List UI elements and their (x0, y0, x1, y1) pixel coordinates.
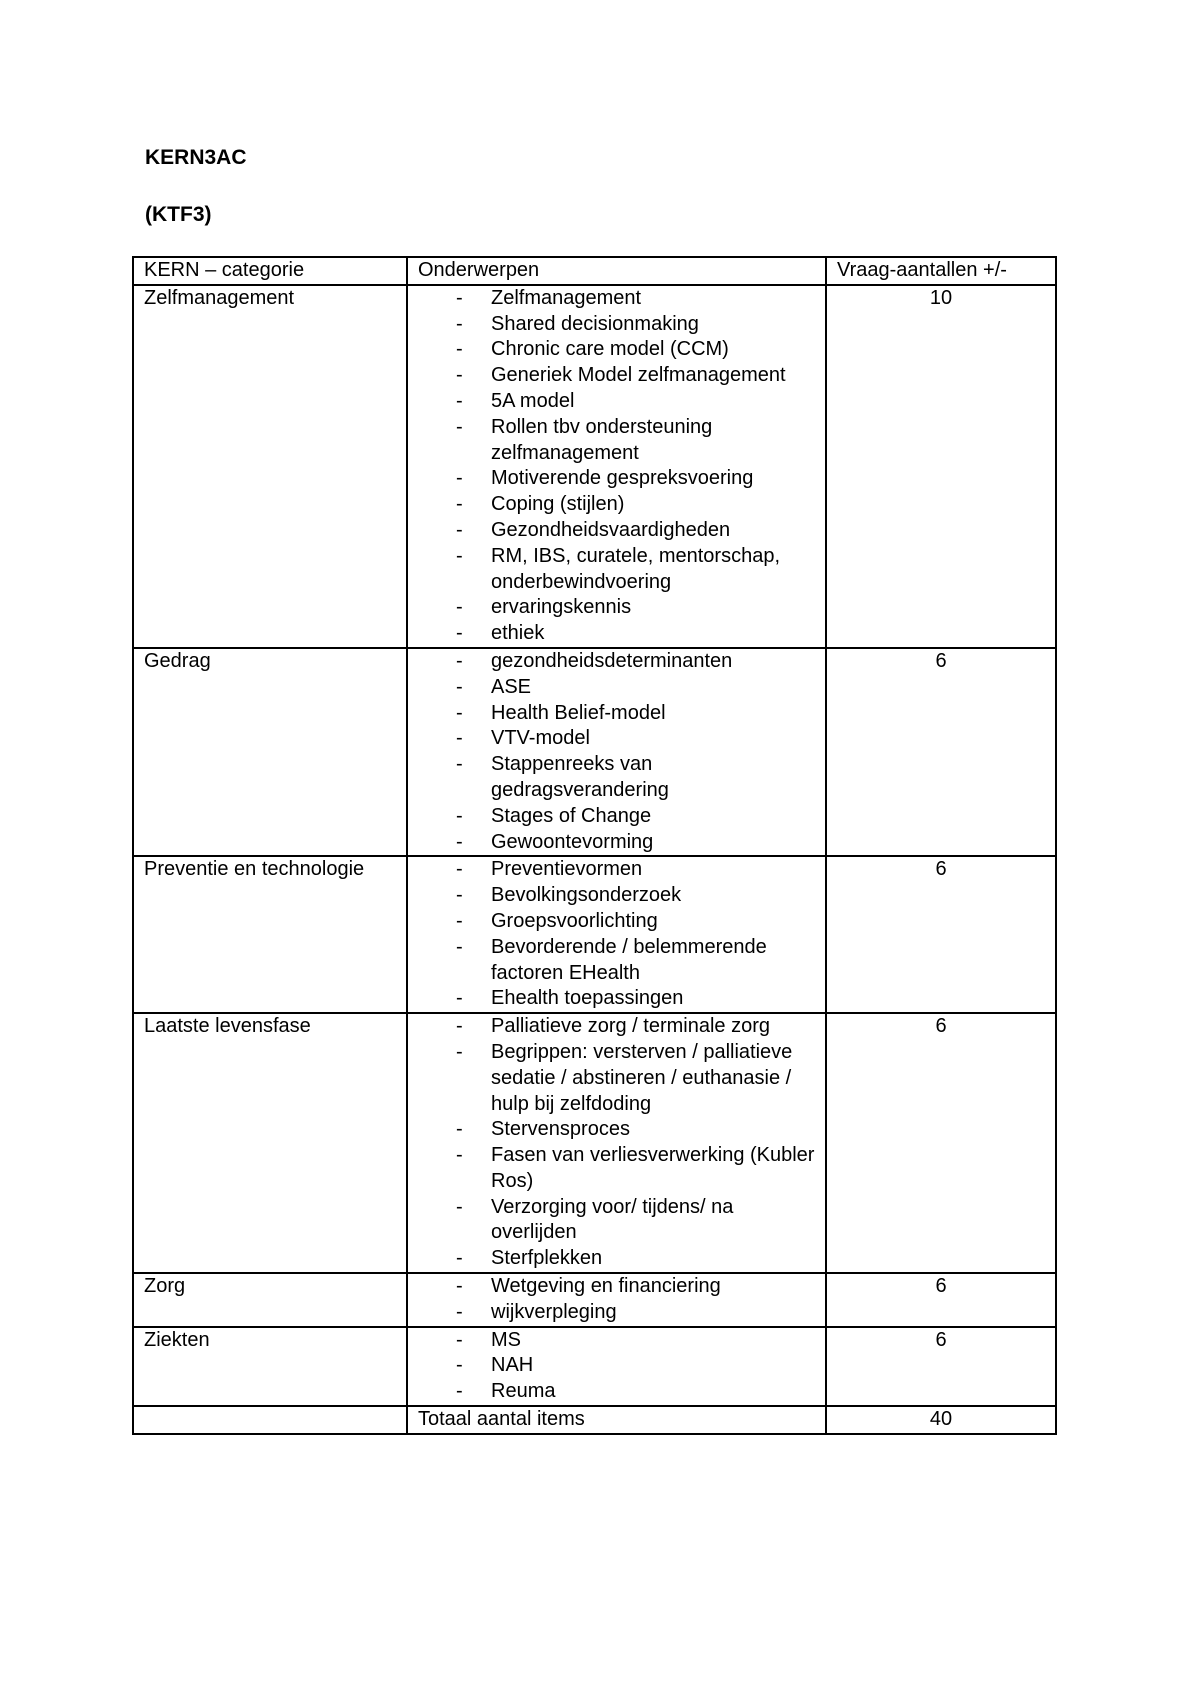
topic-text: Generiek Model zelfmanagement (491, 364, 786, 387)
header-count: Vraag-aantallen +/- (826, 257, 1056, 285)
topics-cell (407, 1013, 826, 1273)
topic-text: Sterfplekken (491, 1247, 603, 1270)
list-item (418, 621, 815, 647)
bullet-dash: - (456, 622, 463, 645)
bullet-dash: - (456, 1354, 463, 1377)
bullet-dash: - (456, 312, 463, 335)
list-item (418, 675, 815, 701)
list-item (418, 1117, 815, 1143)
list-item (418, 1274, 815, 1300)
list-item (418, 1353, 815, 1379)
topic-text: ASE (491, 675, 532, 698)
total-empty-cell (133, 1406, 407, 1434)
topic-text: NAH (491, 1354, 534, 1377)
topic-text: Stappenreeks van gedragsverandering (491, 753, 669, 801)
topic-text: Shared decisionmaking (491, 312, 699, 335)
count-cell: 6 (826, 856, 1056, 1013)
list-item (418, 986, 815, 1012)
topic-text: Gewoontevorming (491, 830, 654, 853)
topic-text: Stervensproces (491, 1118, 630, 1141)
topics-cell (407, 648, 826, 856)
topic-text: Coping (stijlen) (491, 493, 625, 516)
total-row (133, 1406, 1056, 1434)
topic-list (418, 286, 815, 647)
total-label: Totaal aantal items (407, 1406, 826, 1434)
bullet-dash: - (456, 858, 463, 881)
list-item (418, 1143, 815, 1195)
topic-text: MS (491, 1328, 521, 1351)
topics-cell (407, 285, 826, 648)
bullet-dash: - (456, 1380, 463, 1403)
table-row (133, 856, 1056, 1013)
topics-cell (407, 1327, 826, 1406)
category-cell: Zelfmanagement (133, 285, 407, 648)
table-body (133, 285, 1056, 1406)
list-item (418, 466, 815, 492)
bullet-dash: - (456, 649, 463, 672)
count-cell: 6 (826, 1327, 1056, 1406)
list-item (418, 804, 815, 830)
topic-text: Gezondheidsvaardigheden (491, 518, 731, 541)
bullet-dash: - (456, 1247, 463, 1270)
topic-text: Rollen tbv ondersteuning zelfmanagement (491, 415, 713, 464)
topic-text: Groepsvoorlichting (491, 909, 658, 932)
list-item (418, 363, 815, 389)
bullet-dash: - (456, 804, 463, 827)
list-item (418, 389, 815, 415)
topic-list (418, 1014, 815, 1272)
list-item (418, 830, 815, 856)
list-item (418, 337, 815, 363)
list-item (418, 1246, 815, 1272)
bullet-dash: - (456, 544, 463, 567)
topic-list (418, 857, 815, 1012)
table-row (133, 1013, 1056, 1273)
list-item (418, 1014, 815, 1040)
list-item (418, 883, 815, 909)
topic-text: wijkverpleging (491, 1300, 617, 1323)
list-item (418, 595, 815, 621)
bullet-dash: - (456, 364, 463, 387)
list-item (418, 544, 815, 596)
table-row (133, 648, 1056, 856)
topic-text: Bevorderende / belemmerende factoren EHealth (491, 935, 767, 984)
count-cell: 6 (826, 1273, 1056, 1327)
document-title: KERN3AC (145, 146, 247, 169)
category-cell: Preventie en technologie (133, 856, 407, 1013)
topic-text: Fasen van verliesverwerking (Kubler Ros) (491, 1144, 815, 1192)
topic-text: Motiverende gespreksvoering (491, 467, 754, 490)
topic-text: Palliatieve zorg / terminale zorg (491, 1015, 771, 1038)
category-cell: Zorg (133, 1273, 407, 1327)
topic-text: ervaringskennis (491, 596, 632, 619)
category-cell: Gedrag (133, 648, 407, 856)
bullet-dash: - (456, 467, 463, 490)
topic-text: RM, IBS, curatele, mentorschap, onderbewindvoering (491, 544, 781, 593)
topic-text: Ehealth toepassingen (491, 987, 684, 1010)
bullet-dash: - (456, 518, 463, 541)
list-item (418, 935, 815, 987)
bullet-dash: - (456, 338, 463, 361)
bullet-dash: - (456, 1040, 463, 1063)
topic-list (418, 1328, 815, 1405)
topic-text: Wetgeving en financiering (491, 1275, 721, 1298)
bullet-dash: - (456, 596, 463, 619)
topic-text: ethiek (491, 622, 545, 645)
topics-cell (407, 1273, 826, 1327)
topic-text: VTV-model (491, 727, 590, 750)
topic-text: Reuma (491, 1380, 556, 1403)
bullet-dash: - (456, 753, 463, 776)
topic-text: Chronic care model (CCM) (491, 338, 729, 361)
bullet-dash: - (456, 1015, 463, 1038)
count-cell: 6 (826, 1013, 1056, 1273)
document-subtitle: (KTF3) (145, 203, 212, 226)
list-item (418, 1195, 815, 1247)
topic-text: Verzorging voor/ tijdens/ na overlijden (491, 1195, 734, 1244)
list-item (418, 857, 815, 883)
header-category: KERN – categorie (133, 257, 407, 285)
bullet-dash: - (456, 1195, 463, 1218)
bullet-dash: - (456, 1118, 463, 1141)
topic-text: Begrippen: versterven / palliatieve sedatie / abstineren / euthanasie / hulp bij zelfdoding (491, 1040, 793, 1115)
topic-text: Stages of Change (491, 804, 652, 827)
list-item (418, 1040, 815, 1117)
total-count: 40 (826, 1406, 1056, 1434)
bullet-dash: - (456, 286, 463, 309)
count-cell: 6 (826, 648, 1056, 856)
list-item (418, 701, 815, 727)
topic-text: gezondheidsdeterminanten (491, 649, 733, 672)
list-item (418, 752, 815, 804)
list-item (418, 1379, 815, 1405)
table-header-row (133, 257, 1056, 285)
bullet-dash: - (456, 727, 463, 750)
bullet-dash: - (456, 701, 463, 724)
kern-table (132, 256, 1057, 1435)
bullet-dash: - (456, 884, 463, 907)
bullet-dash: - (456, 1328, 463, 1351)
bullet-dash: - (456, 1275, 463, 1298)
list-item (418, 415, 815, 467)
bullet-dash: - (456, 389, 463, 412)
table-row (133, 1327, 1056, 1406)
topic-list (418, 649, 815, 855)
category-cell: Ziekten (133, 1327, 407, 1406)
bullet-dash: - (456, 415, 463, 438)
table-row (133, 285, 1056, 648)
list-item (418, 312, 815, 338)
topic-text: 5A model (491, 389, 575, 412)
list-item (418, 518, 815, 544)
bullet-dash: - (456, 1300, 463, 1323)
bullet-dash: - (456, 1144, 463, 1167)
count-cell: 10 (826, 285, 1056, 648)
list-item (418, 1300, 815, 1326)
topic-text: Zelfmanagement (491, 286, 642, 309)
list-item (418, 1328, 815, 1354)
bullet-dash: - (456, 830, 463, 853)
topic-text: Health Belief-model (491, 701, 666, 724)
topics-cell (407, 856, 826, 1013)
header-topics: Onderwerpen (407, 257, 826, 285)
table-row (133, 1273, 1056, 1327)
bullet-dash: - (456, 935, 463, 958)
topic-list (418, 1274, 815, 1326)
list-item (418, 909, 815, 935)
topic-text: Preventievormen (491, 858, 643, 881)
list-item (418, 649, 815, 675)
list-item (418, 286, 815, 312)
bullet-dash: - (456, 987, 463, 1010)
bullet-dash: - (456, 909, 463, 932)
topic-text: Bevolkingsonderzoek (491, 884, 682, 907)
bullet-dash: - (456, 493, 463, 516)
category-cell: Laatste levensfase (133, 1013, 407, 1273)
bullet-dash: - (456, 675, 463, 698)
list-item (418, 492, 815, 518)
list-item (418, 726, 815, 752)
